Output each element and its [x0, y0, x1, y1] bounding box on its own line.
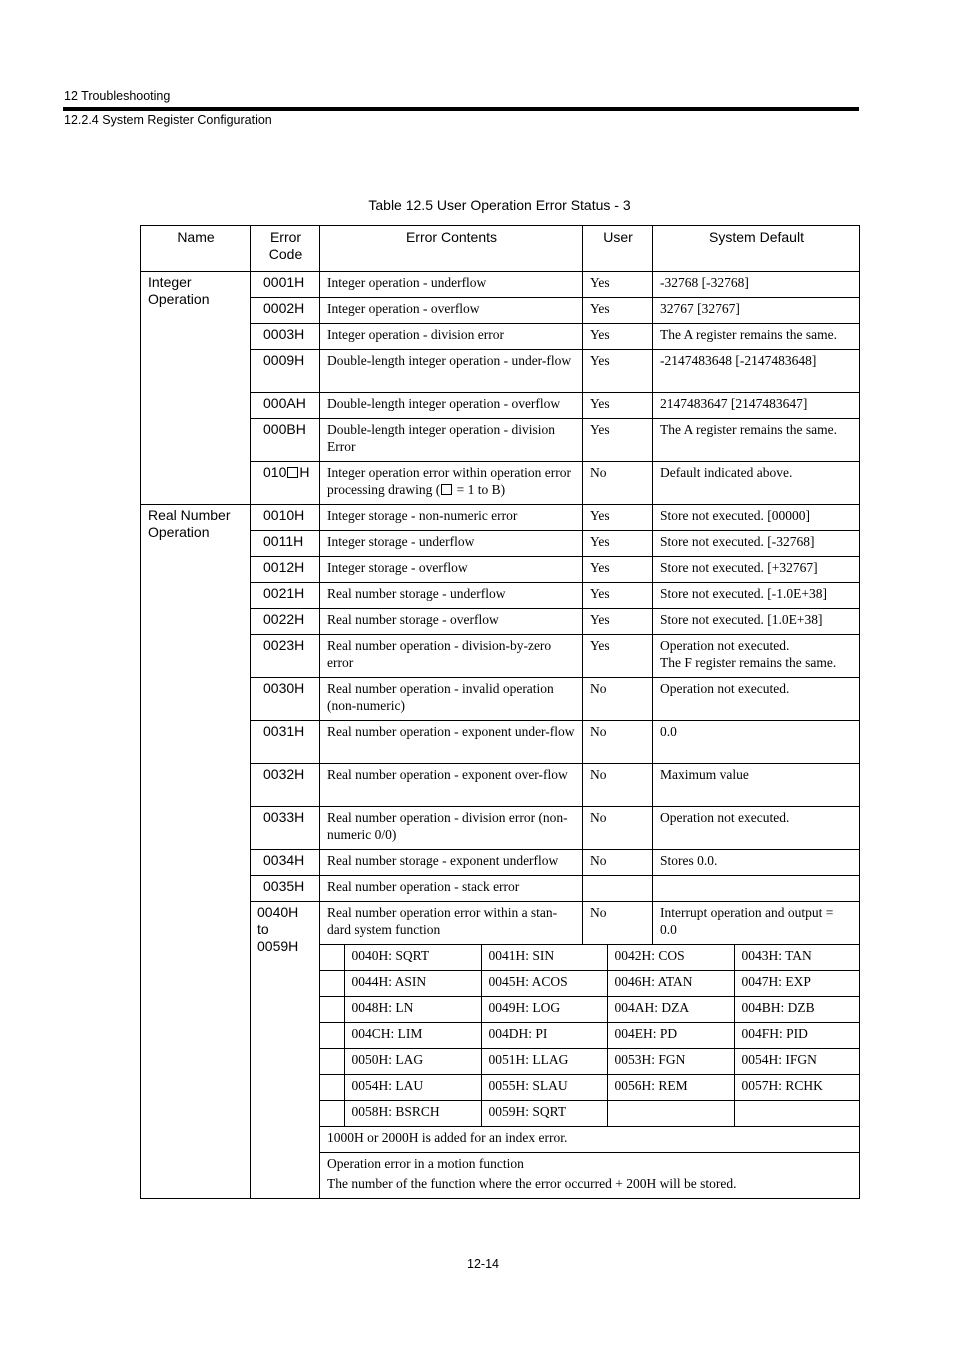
- function-subtable: [320, 945, 859, 970]
- error-contents: Double-length integer operation - overflow: [320, 393, 583, 419]
- col-header-code: Error Code: [251, 226, 320, 272]
- error-code: 0009H: [251, 350, 320, 393]
- system-default: Store not executed. [+32767]: [653, 557, 860, 583]
- function-subtable: [320, 1075, 859, 1100]
- function-entry: 004EH: PD: [607, 1023, 734, 1048]
- user-flag: Yes: [583, 272, 653, 298]
- user-flag: Yes: [583, 324, 653, 350]
- user-flag: No: [583, 807, 653, 850]
- system-default: Store not executed. [1.0E+38]: [653, 609, 860, 635]
- function-entry: 0055H: SLAU: [481, 1075, 607, 1100]
- table-header-row: [141, 226, 860, 272]
- function-entry: 0058H: BSRCH: [344, 1101, 481, 1126]
- group-name-integer: Integer Operation: [141, 272, 251, 505]
- system-default: Operation not executed.: [653, 678, 860, 721]
- error-contents: Real number operation - division-by-zero error: [320, 635, 583, 678]
- function-subtable: [320, 971, 859, 996]
- function-entry: 0050H: LAG: [344, 1049, 481, 1074]
- function-cell: [320, 971, 860, 997]
- page-number: 12-14: [467, 1257, 499, 1271]
- contents-part-a: Integer operation error within operation error processing drawing (: [327, 465, 572, 497]
- error-contents: Integer storage - non-numeric error: [320, 505, 583, 531]
- function-entry: 0046H: ATAN: [607, 971, 734, 996]
- error-code: 0012H: [251, 557, 320, 583]
- index-error-note: 1000H or 2000H is added for an index error.: [320, 1127, 860, 1153]
- function-entry: 0053H: FGN: [607, 1049, 734, 1074]
- error-code: 0033H: [251, 807, 320, 850]
- system-default-line-1: Operation not executed.: [660, 638, 790, 653]
- error-contents: [320, 462, 583, 505]
- table-row: [141, 272, 860, 298]
- error-contents: Real number operation - division error (non-numeric 0/0): [320, 807, 583, 850]
- error-contents: Real number operation - invalid operation (non-numeric): [320, 678, 583, 721]
- system-default: The A register remains the same.: [653, 419, 860, 462]
- error-contents: Real number storage - overflow: [320, 609, 583, 635]
- system-default: [653, 635, 860, 678]
- function-entry: 0040H: SQRT: [344, 945, 481, 970]
- function-cell: [320, 1101, 860, 1127]
- user-flag: No: [583, 678, 653, 721]
- function-entry: 0043H: TAN: [741, 948, 812, 963]
- function-entry: 0045H: ACOS: [481, 971, 607, 996]
- error-contents: Integer operation - underflow: [320, 272, 583, 298]
- motion-note-line-2: The number of the function where the error occurred + 200H will be stored.: [327, 1176, 737, 1191]
- function-entry: 0041H: SIN: [481, 945, 607, 970]
- col-header-default: System Default: [653, 226, 860, 272]
- function-subtable: [320, 1049, 859, 1074]
- error-code: 0034H: [251, 850, 320, 876]
- error-code: 0035H: [251, 876, 320, 902]
- user-flag: Yes: [583, 350, 653, 393]
- user-flag: No: [583, 902, 653, 945]
- function-entry: 004CH: LIM: [344, 1023, 481, 1048]
- user-flag: Yes: [583, 419, 653, 462]
- error-code: 0023H: [251, 635, 320, 678]
- user-flag: [583, 876, 653, 902]
- system-default: 2147483647 [2147483647]: [653, 393, 860, 419]
- col-header-user: User: [583, 226, 653, 272]
- user-flag: Yes: [583, 583, 653, 609]
- error-contents: Double-length integer operation - division Error: [320, 419, 583, 462]
- header-rule: [63, 107, 859, 111]
- error-contents: Double-length integer operation - under-flow: [320, 350, 583, 393]
- user-flag: Yes: [583, 609, 653, 635]
- function-entry: [734, 1101, 859, 1126]
- error-contents: Integer storage - underflow: [320, 531, 583, 557]
- function-cell: [320, 1023, 860, 1049]
- function-entry: 004BH: DZB: [741, 1000, 815, 1015]
- error-contents: Real number operation - stack error: [320, 876, 583, 902]
- error-contents: Real number storage - exponent underflow: [320, 850, 583, 876]
- system-default: Store not executed. [00000]: [653, 505, 860, 531]
- system-default: Maximum value: [653, 764, 860, 807]
- user-flag: No: [583, 721, 653, 764]
- motion-note-line-1: Operation error in a motion function: [327, 1156, 524, 1171]
- error-code: 0021H: [251, 583, 320, 609]
- error-contents: Real number operation - exponent under-flow: [320, 721, 583, 764]
- system-default: Operation not executed.: [653, 807, 860, 850]
- user-flag: Yes: [583, 298, 653, 324]
- system-default: Interrupt operation and output = 0.0: [653, 902, 860, 945]
- col-header-name: Name: [141, 226, 251, 272]
- system-default: 0.0: [653, 721, 860, 764]
- motion-error-note: [320, 1153, 860, 1199]
- function-entry: 0049H: LOG: [481, 997, 607, 1022]
- function-cell: [320, 1075, 860, 1101]
- function-cell: [320, 1049, 860, 1075]
- function-entry: [607, 1101, 734, 1126]
- user-flag: Yes: [583, 635, 653, 678]
- error-code: 0002H: [251, 298, 320, 324]
- function-entry: 0042H: COS: [607, 945, 734, 970]
- code-suffix: H: [299, 464, 310, 480]
- chapter-header: 12 Troubleshooting: [64, 89, 171, 103]
- placeholder-box-icon: [287, 467, 298, 478]
- error-contents: Integer operation - overflow: [320, 298, 583, 324]
- code-prefix: 010: [263, 464, 287, 480]
- contents-part-b: = 1 to B): [453, 482, 506, 497]
- user-flag: No: [583, 462, 653, 505]
- system-default: -2147483648 [-2147483648]: [653, 350, 860, 393]
- function-cell: [320, 945, 860, 971]
- user-flag: Yes: [583, 531, 653, 557]
- function-cell: [320, 997, 860, 1023]
- error-contents: Real number operation - exponent over-flow: [320, 764, 583, 807]
- function-entry: 0057H: RCHK: [741, 1078, 823, 1093]
- function-entry: 004DH: PI: [481, 1023, 607, 1048]
- function-entry: 0051H: LLAG: [481, 1049, 607, 1074]
- function-entry: 0048H: LN: [344, 997, 481, 1022]
- group-name-real: Real Number Operation: [141, 505, 251, 1199]
- system-default: -32768 [-32768]: [653, 272, 860, 298]
- function-entry: 0056H: REM: [607, 1075, 734, 1100]
- function-entry: 0059H: SQRT: [481, 1101, 607, 1126]
- function-subtable: [320, 997, 859, 1022]
- function-entry: 0054H: IFGN: [741, 1052, 817, 1067]
- table-row: [141, 505, 860, 531]
- error-code: [251, 462, 320, 505]
- error-contents: Real number storage - underflow: [320, 583, 583, 609]
- system-default: Stores 0.0.: [653, 850, 860, 876]
- function-entry: 004FH: PID: [741, 1026, 808, 1041]
- system-default: Store not executed. [-32768]: [653, 531, 860, 557]
- error-code: 0022H: [251, 609, 320, 635]
- system-default: 32767 [32767]: [653, 298, 860, 324]
- user-flag: Yes: [583, 557, 653, 583]
- function-entry: 0047H: EXP: [741, 974, 811, 989]
- col-header-contents: Error Contents: [320, 226, 583, 272]
- error-code: 0031H: [251, 721, 320, 764]
- error-code: 0030H: [251, 678, 320, 721]
- error-code: 0011H: [251, 531, 320, 557]
- error-contents: Integer storage - overflow: [320, 557, 583, 583]
- error-code: 0040H to 0059H: [251, 902, 320, 1199]
- function-entry: 0044H: ASIN: [344, 971, 481, 996]
- system-default: The A register remains the same.: [653, 324, 860, 350]
- section-header: 12.2.4 System Register Configuration: [64, 113, 272, 127]
- error-code: 0010H: [251, 505, 320, 531]
- table-caption: Table 12.5 User Operation Error Status - 3: [368, 197, 631, 213]
- error-contents: Integer operation - division error: [320, 324, 583, 350]
- user-flag: No: [583, 764, 653, 807]
- system-default: [653, 876, 860, 902]
- system-default: Default indicated above.: [653, 462, 860, 505]
- user-flag: No: [583, 850, 653, 876]
- system-default: Store not executed. [-1.0E+38]: [653, 583, 860, 609]
- system-default-line-2: The F register remains the same.: [660, 655, 837, 670]
- error-code: 000AH: [251, 393, 320, 419]
- user-flag: Yes: [583, 393, 653, 419]
- error-code: 0003H: [251, 324, 320, 350]
- function-subtable: [320, 1101, 859, 1126]
- error-code: 000BH: [251, 419, 320, 462]
- error-contents: Real number operation error within a stan-dard system function: [320, 902, 583, 945]
- error-code: 0032H: [251, 764, 320, 807]
- function-subtable: [320, 1023, 859, 1048]
- function-entry: 0054H: LAU: [344, 1075, 481, 1100]
- placeholder-box-icon: [441, 484, 452, 495]
- function-entry: 004AH: DZA: [607, 997, 734, 1022]
- error-status-table: [140, 225, 860, 1199]
- error-code: 0001H: [251, 272, 320, 298]
- user-flag: Yes: [583, 505, 653, 531]
